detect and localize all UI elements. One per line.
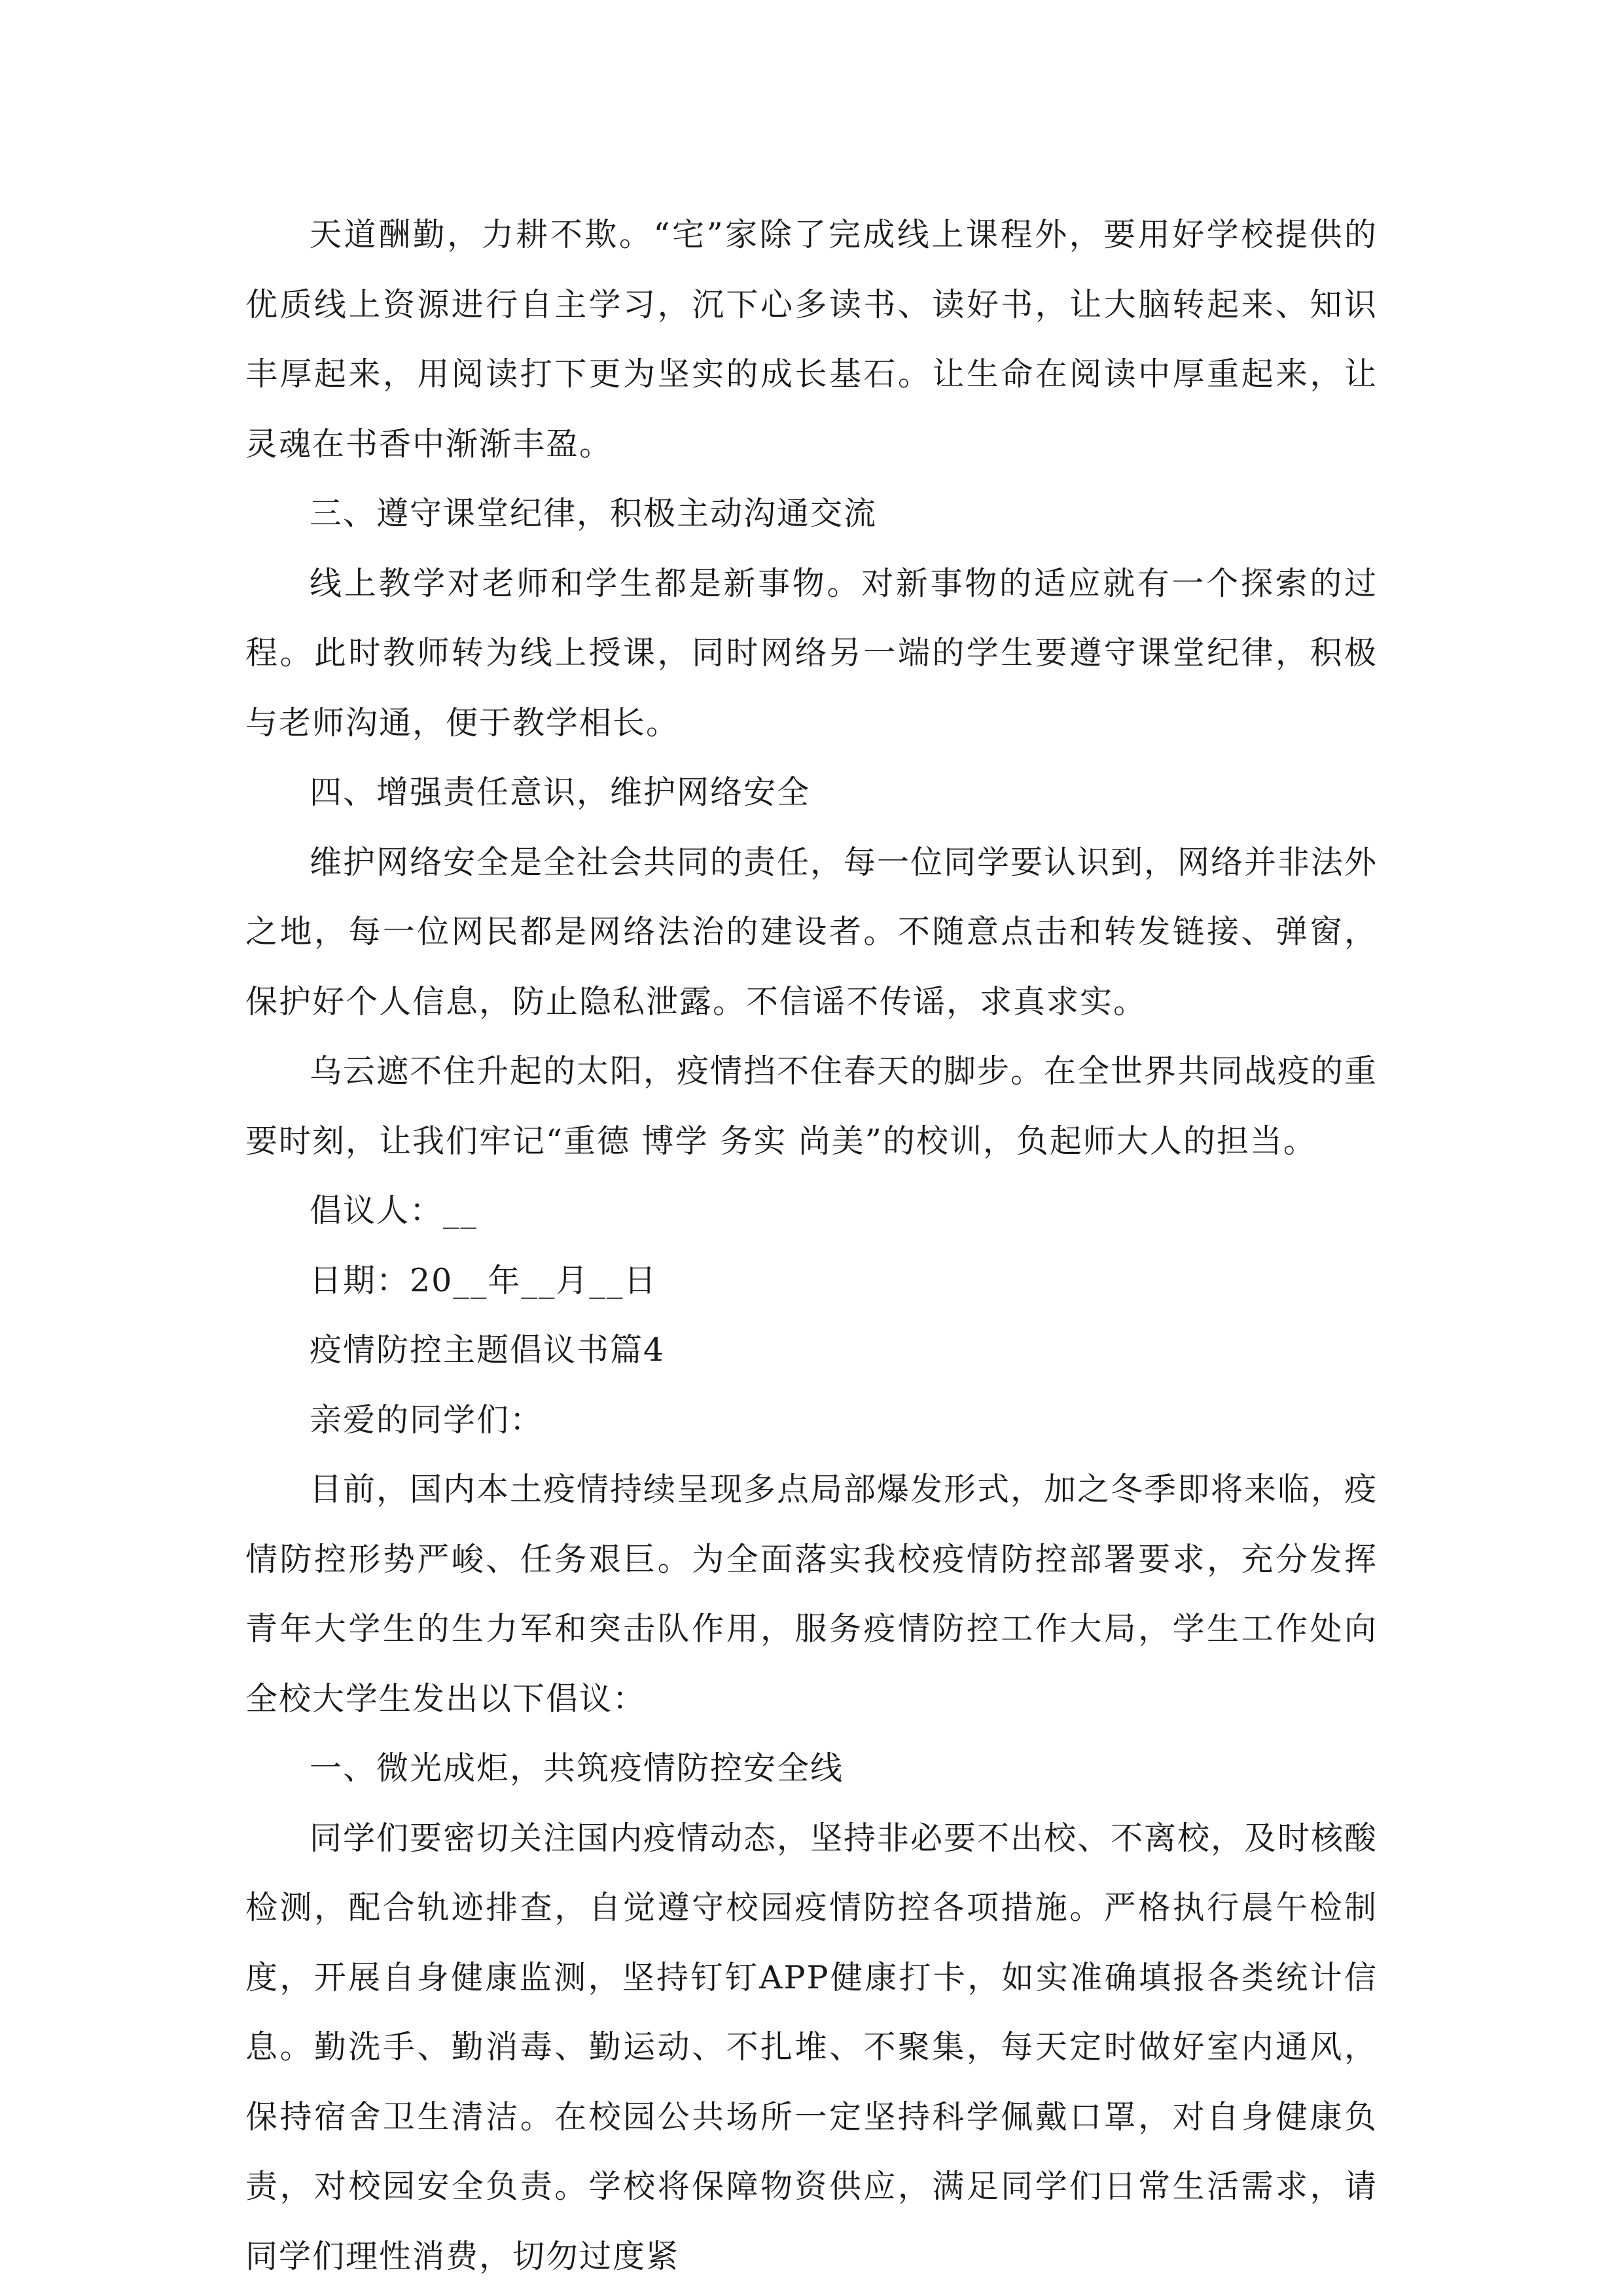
heading-prevention-line: 一、微光成炬，共筑疫情防控安全线 — [310, 1749, 844, 1787]
paragraph-online-teaching: 线上教学对老师和学生都是新事物。对新事物的适应就有一个探索的过程。此时教师转为线上授课，同时网络另一端的学生要遵守课堂纪律，积极与老师沟通，便于教学相长。 — [245, 564, 1378, 742]
paragraph-closing: 乌云遮不住升起的太阳，疫情挡不住春天的脚步。在全世界共同战疫的重要时刻，让我们牢记“重德 博学 务实 尚美”的校训，负起师大人的担当。 — [245, 1052, 1378, 1160]
paragraph-intro: 目前，国内本土疫情持续呈现多点局部爆发形式，加之冬季即将来临，疫情防控形势严峻、任务艰巨。为全面落实我校疫情防控部署要求，充分发挥青年大学生的生力军和突击队作用，服务疫情防控工作大局，学生工作处向全校大学生发出以下倡议： — [245, 1471, 1378, 1717]
section-title: 疫情防控主题倡议书篇4 — [310, 1331, 666, 1369]
salutation: 亲爱的同学们： — [310, 1401, 544, 1439]
document-body — [245, 200, 1378, 2291]
proposer-line: 倡议人：__ — [310, 1192, 478, 1229]
paragraph-prevention-measures: 同学们要密切关注国内疫情动态，坚持非必要不出校、不离校，及时核酸检测，配合轨迹排查，自觉遵守校园疫情防控各项措施。严格执行晨午检制度，开展自身健康监测，坚持钉钉APP健康打卡，如实准确填报各类统计信息。勤洗手、勤消毒、勤运动、不扎堆、不聚集，每天定时做好室内通风，保持宿舍卫生清洁。在校园公共场所一定坚持科学佩戴口罩，对自身健康负责，对校园安全负责。学校将保障物资供应，满足同学们日常生活需求，请同学们理性消费，切勿过度紧 — [245, 1819, 1378, 2275]
paragraph-network-security: 维护网络安全是全社会共同的责任，每一位同学要认识到，网络并非法外之地，每一位网民都是网络法治的建设者。不随意点击和转发链接、弹窗，保护好个人信息，防止隐私泄露。不信谣不传谣，求真求实。 — [245, 843, 1378, 1020]
paragraph-study-resources: 天道酬勤，力耕不欺。“宅”家除了完成线上课程外，要用好学校提供的优质线上资源进行自主学习，沉下心多读书、读好书，让大脑转起来、知识丰厚起来，用阅读打下更为坚实的成长基石。让生命在阅读中厚重起来，让灵魂在书香中渐渐丰盈。 — [245, 216, 1378, 463]
date-line: 日期：20__年__月__日 — [310, 1261, 658, 1299]
heading-classroom-discipline: 三、遵守课堂纪律，积极主动沟通交流 — [310, 495, 878, 532]
heading-network-security: 四、增强责任意识，维护网络安全 — [310, 774, 811, 811]
